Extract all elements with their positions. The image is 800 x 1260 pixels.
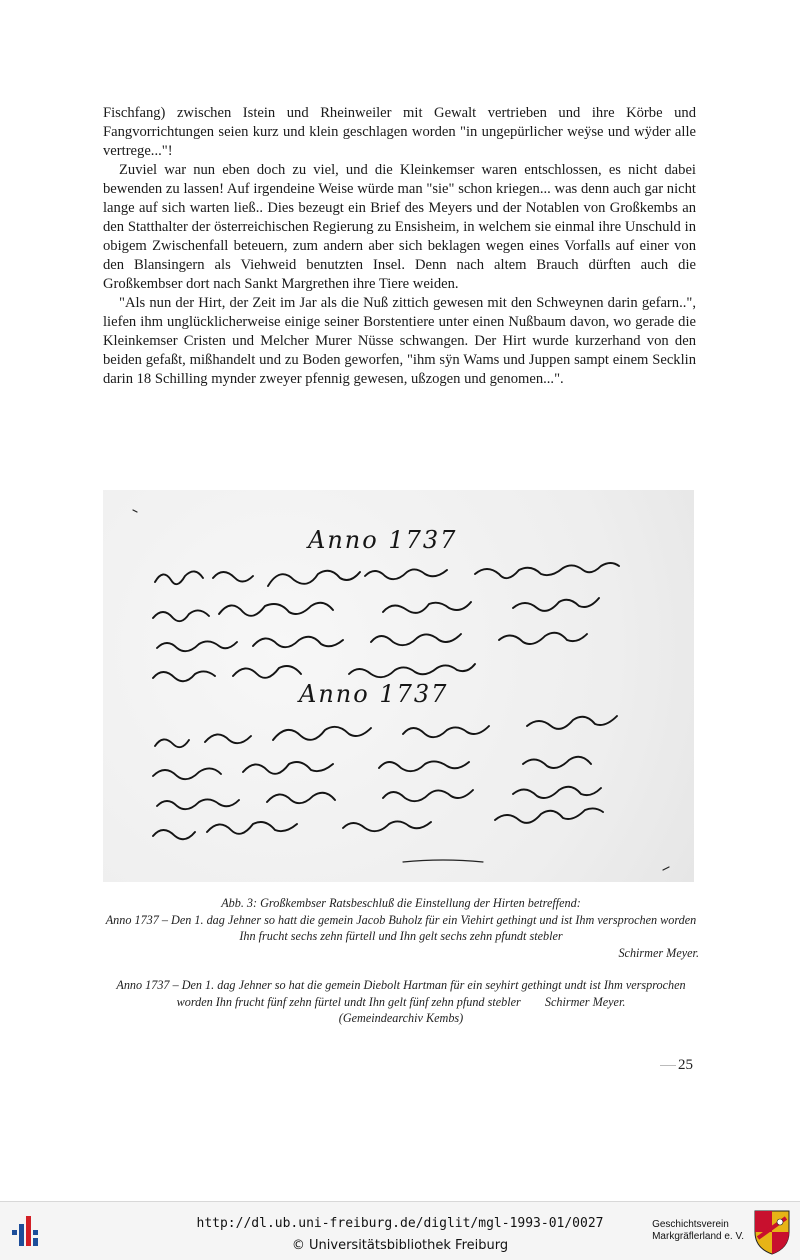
viewer-footer xyxy=(0,1201,800,1260)
society-line-2: Markgräflerland e. V. xyxy=(652,1231,744,1242)
paragraph-3: "Als nun der Hirt, der Zeit im Jar als die Nuß zittich gewesen mit den Schweynen darin gefarn..", liefen ihm unglücklicherweise einige seiner Borstentiere unter einen Nußbaum davon, wo gerade die Kleinkemser Cristen und Melcher Murer Nüsse schwangen. Der Hirt wurde kurzerhand von den beiden gefaßt, mißhandelt und zu Boden geworfen, "ihm sÿn Wams und Juppen sampt einem Secklin darin 18 Schilling mynder zweyer pfennig gewesen, ußzogen und genomen...". xyxy=(103,295,696,387)
caption-title: Abb. 3: Großkembser Ratsbeschluß die Einstellung der Hirten betreffend: xyxy=(221,896,581,910)
caption-entry-1: Anno 1737 – Den 1. dag Jehner so hatt die gemein Jacob Buholz für ein Viehirt gethingt und ist Ihm versprochen worden Ihn frucht sechs zehn fürtell und Ihn gelt sechs zehn pfundt stebler xyxy=(105,912,697,943)
coat-of-arms-icon[interactable] xyxy=(752,1208,792,1256)
page-number xyxy=(660,1057,693,1074)
society-line-1: Geschichtsverein xyxy=(652,1219,729,1230)
figure-caption xyxy=(103,895,699,961)
manuscript-date-1: Anno 1737 xyxy=(308,526,458,554)
permalink-url[interactable]: http://dl.ub.uni-freiburg.de/diglit/mgl-1993-01/0027 xyxy=(196,1216,604,1231)
manuscript-image xyxy=(103,490,694,882)
handwriting-illustration xyxy=(103,490,694,882)
paragraph-1: Fischfang) zwischen Istein und Rheinweiler mit Gewalt vertrieben und ihre Körbe und Fangvorrichtungen seien kurz und klein geschlagen worden "in ungepürlicher weÿse und wÿder alle vertrege..."! xyxy=(103,105,696,159)
copyright-notice: © Universitätsbibliothek Freiburg xyxy=(291,1238,509,1253)
caption-signature-2: Schirmer Meyer. xyxy=(544,994,626,1009)
page-number-rule xyxy=(660,1065,676,1066)
figure-caption-2 xyxy=(103,977,699,1027)
main-text xyxy=(103,104,696,389)
manuscript-date-2: Anno 1737 xyxy=(299,680,449,708)
caption-signature-1: Schirmer Meyer. xyxy=(618,945,699,960)
paragraph-2: Zuviel war nun eben doch zu viel, und die Kleinkemser waren entschlossen, es nicht dabei bewenden zu lassen! Auf irgendeine Weise würde man "sie" schon kriegen... was denn auch gar nicht lange auf sich warten ließ.. Dies bezeugt ein Brief des Meyers und der Notablen von Großkembs an den Statthalter der österreichischen Regierung zu Ensisheim, in welchem sie einmal ihre Unschuld in obigem Zwischenfall beteuern, zum andern aber sich beklagen wegen eines Vorfalls auf einer von den Blansingern als Viehweid benutzten Insel. Denn nach altem Brauch dürften auch die Großkembser dort nach Sankt Margrethen ihre Tiere weiden. xyxy=(103,162,696,292)
society-name xyxy=(652,1219,744,1243)
page-number-value: 25 xyxy=(678,1057,693,1073)
caption-source: (Gemeindearchiv Kembs) xyxy=(338,1011,464,1025)
caption-entry-2: Anno 1737 – Den 1. dag Jehner so hat die gemein Diebolt Hartman für ein seyhirt gethingt undt ist Ihm versprochen worden Ihn frucht fünf zehn fürtel undt Ihn gelt fünf zehn pfund stebler xyxy=(116,978,686,1009)
